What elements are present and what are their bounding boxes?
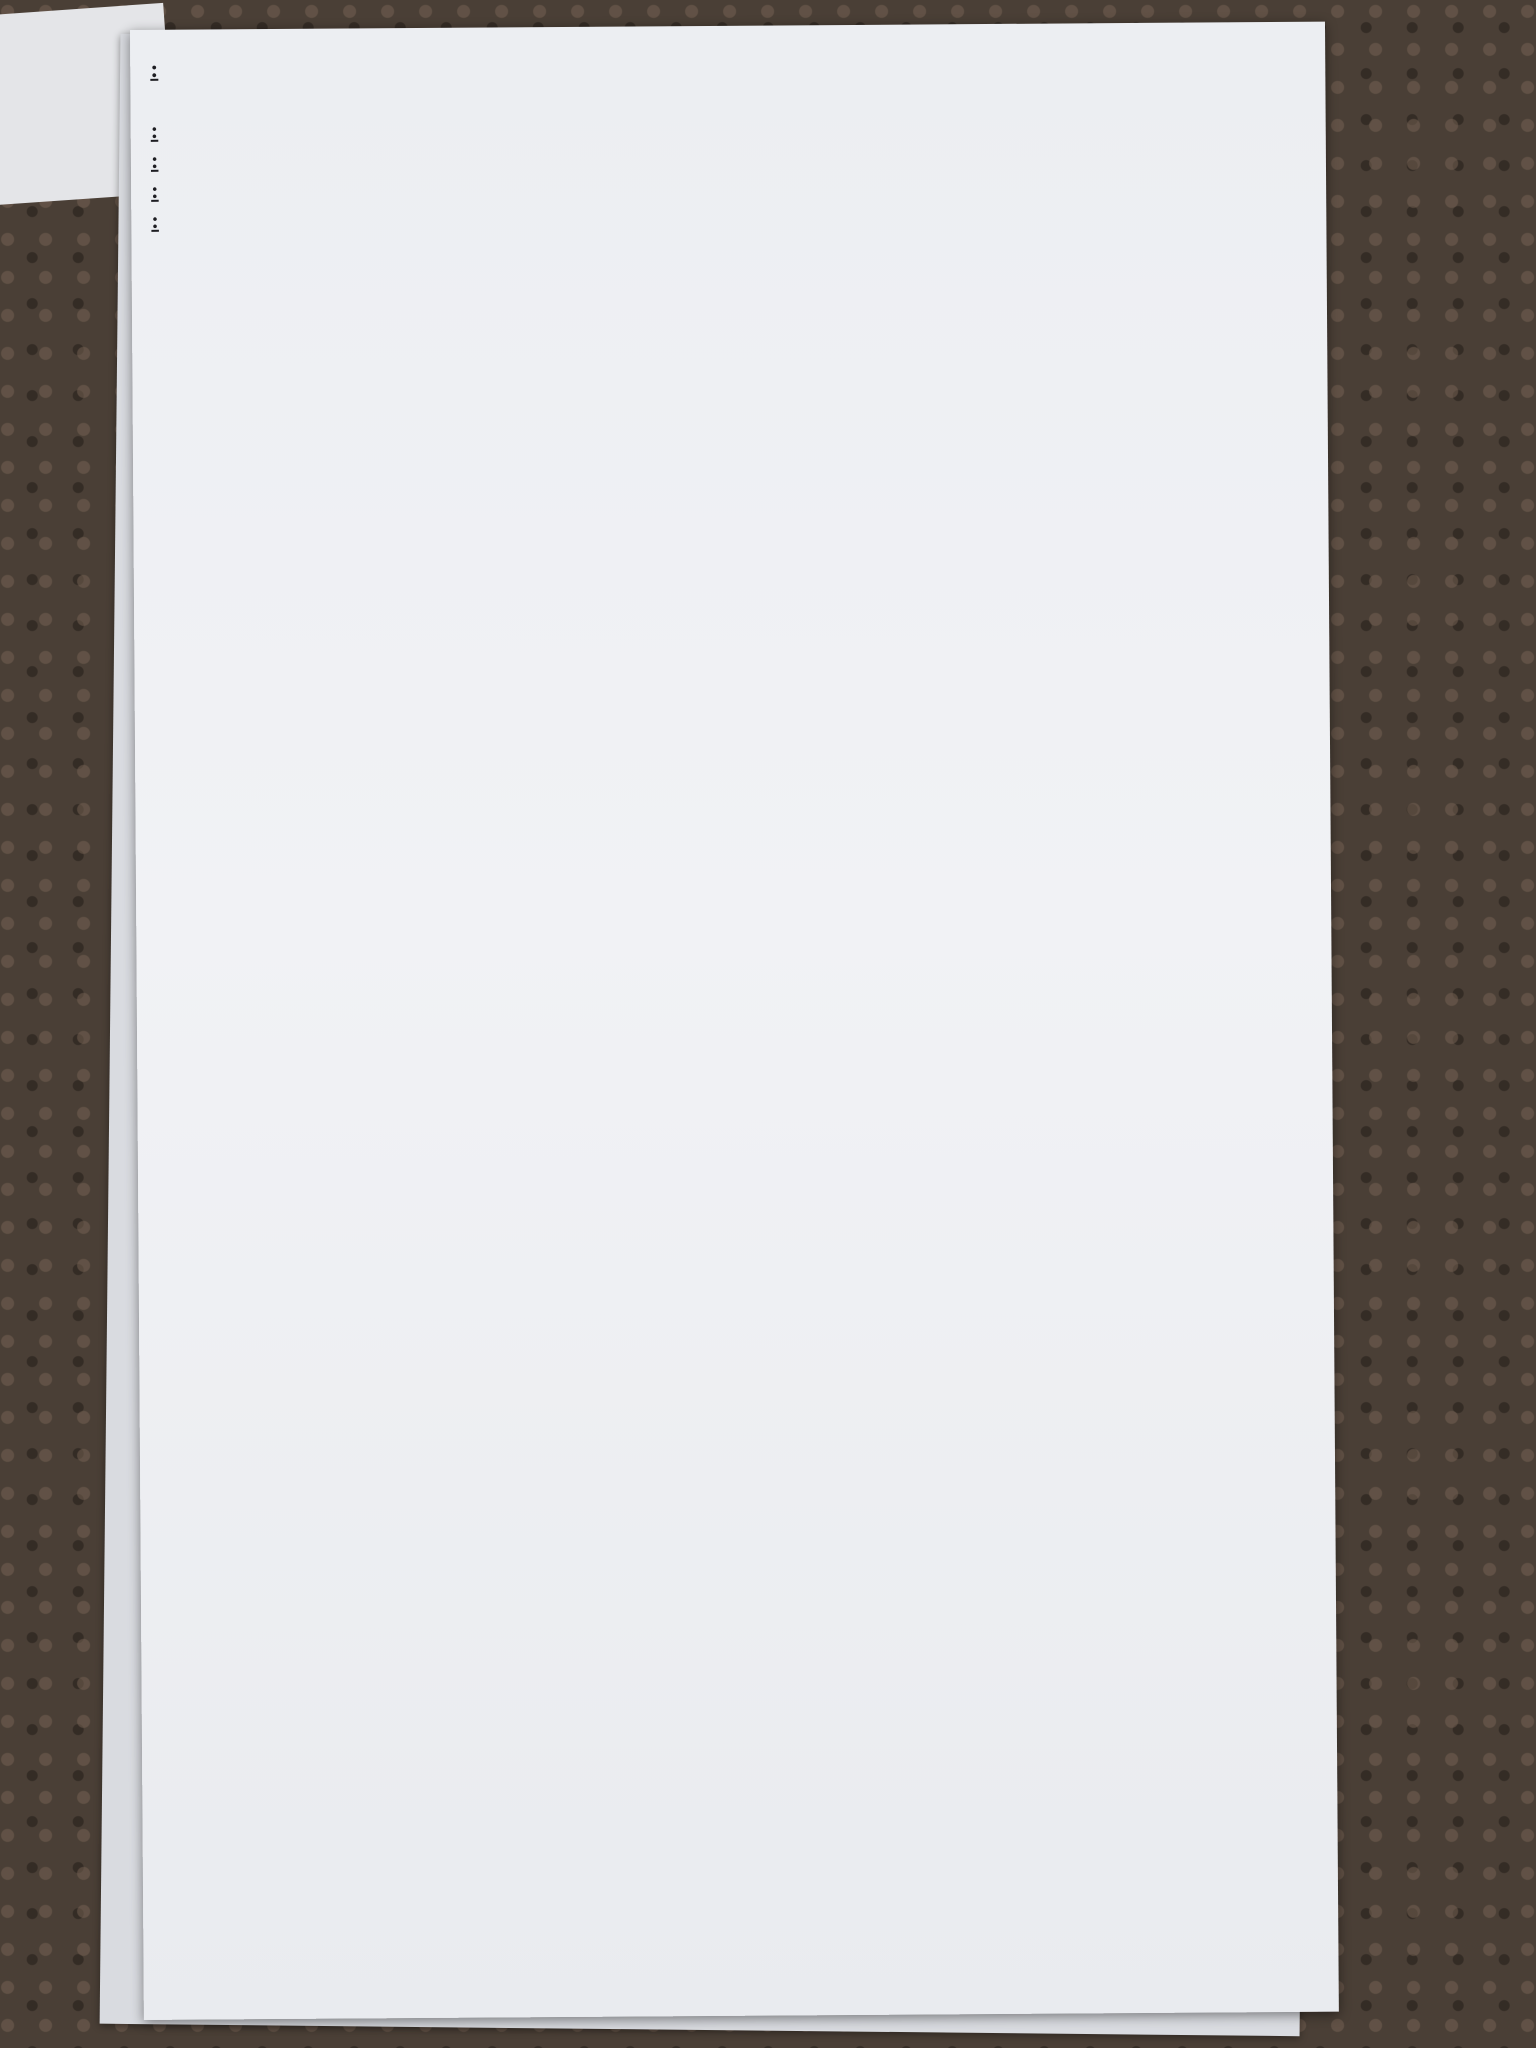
course-section: : <box>150 117 159 143</box>
operation-section: : <box>151 207 159 233</box>
therapy-section: : <box>150 56 159 83</box>
consult-section: : <box>150 147 159 173</box>
complications-section: : <box>151 177 159 203</box>
document-page <box>130 22 1339 2020</box>
document-body <box>150 42 1281 236</box>
